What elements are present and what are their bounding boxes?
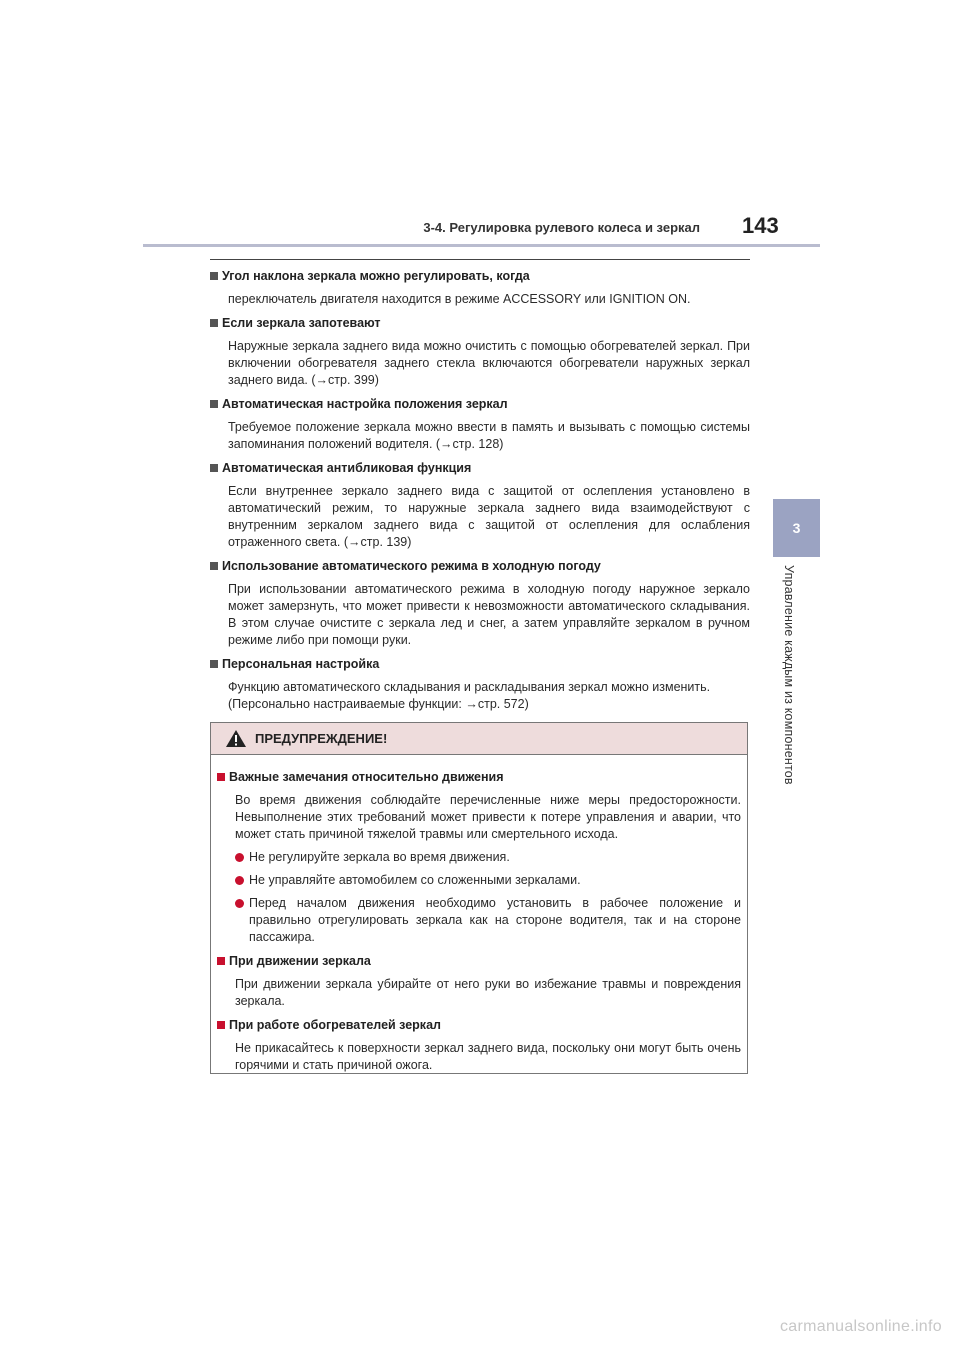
content-top-rule <box>210 259 750 260</box>
warning-header <box>211 723 747 755</box>
warning-item <box>217 769 741 946</box>
warning-item <box>217 953 741 1010</box>
square-bullet-icon <box>210 562 218 570</box>
chapter-tab: 3 <box>773 499 820 557</box>
info-heading: Персональная настройка <box>210 656 750 673</box>
page-number: 143 <box>742 213 779 238</box>
info-text: При использовании автоматического режима в холодную погоду наружное зеркало может замерзнуть, что может привести к невозможности автоматического складывания. В этом случае очистите с зеркала лед и снег, а затем управляйте зеркалом в ручном режиме либо при помощи руки. <box>228 582 750 647</box>
warning-text: При движении зеркала убирайте от него руки во избежание травмы и повреждения зеркала. <box>235 977 741 1008</box>
square-bullet-icon <box>217 1021 225 1029</box>
bullet-dot-icon <box>235 876 244 885</box>
info-text: Требуемое положение зеркала можно ввести в память и вызывать с помощью системы запоминания положений водителя. (→стр. 128) <box>228 420 750 451</box>
info-item <box>210 396 750 453</box>
info-item <box>210 558 750 649</box>
info-heading: Автоматическая настройка положения зеркал <box>210 396 750 413</box>
info-heading: Угол наклона зеркала можно регулировать, когда <box>210 268 750 285</box>
square-bullet-icon <box>210 464 218 472</box>
info-text: Если внутреннее зеркало заднего вида с защитой от ослепления установлено в автоматический режим, то наружные зеркала заднего вида взаимодействуют с внутренним зеркалом заднего вида с защитой от ослепления для ослабления отраженного света. (→стр. 139) <box>228 484 750 549</box>
warning-heading: Важные замечания относительно движения <box>217 769 741 786</box>
warning-heading: При работе обогревателей зеркал <box>217 1017 741 1034</box>
bullet-dot-icon <box>235 899 244 908</box>
square-bullet-icon <box>210 272 218 280</box>
square-bullet-icon <box>210 319 218 327</box>
info-item <box>210 268 750 308</box>
square-bullet-icon <box>217 957 225 965</box>
main-content <box>210 268 750 720</box>
info-text: Функцию автоматического складывания и раскладывания зеркал можно изменить. <box>228 680 711 694</box>
warning-text: Во время движения соблюдайте перечисленные ниже меры предосторожности. Невыполнение этих требований может привести к потере управления и аварии, что может стать причиной тяжелой травмы или смертельного исхода. <box>235 793 741 841</box>
warning-box <box>210 722 748 1074</box>
square-bullet-icon <box>217 773 225 781</box>
warning-bullet: Перед началом движения необходимо установить в рабочее положение и правильно отрегулировать зеркала как на стороне водителя, так и на стороне пассажира. <box>235 895 741 946</box>
warning-text: Не прикасайтесь к поверхности зеркал заднего вида, поскольку они могут быть очень горячими и стать причиной ожога. <box>235 1041 741 1072</box>
watermark: carmanualsonline.info <box>780 1318 942 1335</box>
header-divider <box>143 244 820 247</box>
square-bullet-icon <box>210 400 218 408</box>
info-item <box>210 656 750 713</box>
chapter-title-vertical: Управление каждым из компонентов <box>782 565 796 785</box>
section-header-title: 3-4. Регулировка рулевого колеса и зеркал <box>423 220 700 235</box>
info-heading: Если зеркала запотевают <box>210 315 750 332</box>
info-text-reference: (Персонально настраиваемые функции: →стр. 572) <box>228 697 529 711</box>
info-heading: Использование автоматического режима в холодную погоду <box>210 558 750 575</box>
info-text: переключатель двигателя находится в режиме ACCESSORY или IGNITION ON. <box>228 292 691 306</box>
warning-item <box>217 1017 741 1074</box>
warning-body <box>211 755 747 1074</box>
warning-heading: При движении зеркала <box>217 953 741 970</box>
info-item <box>210 460 750 551</box>
warning-bullet: Не регулируйте зеркала во время движения. <box>235 849 741 866</box>
warning-title: ПРЕДУПРЕЖДЕНИЕ! <box>255 731 388 746</box>
info-heading: Автоматическая антибликовая функция <box>210 460 750 477</box>
info-text: Наружные зеркала заднего вида можно очистить с помощью обогревателей зеркал. При включении обогревателя заднего стекла включаются обогреватели наружных зеркал заднего вида. (→стр. 399) <box>228 339 750 387</box>
info-item <box>210 315 750 389</box>
warning-bullet: Не управляйте автомобилем со сложенными зеркалами. <box>235 872 741 889</box>
square-bullet-icon <box>210 660 218 668</box>
bullet-dot-icon <box>235 853 244 862</box>
warning-triangle-icon <box>225 729 247 748</box>
